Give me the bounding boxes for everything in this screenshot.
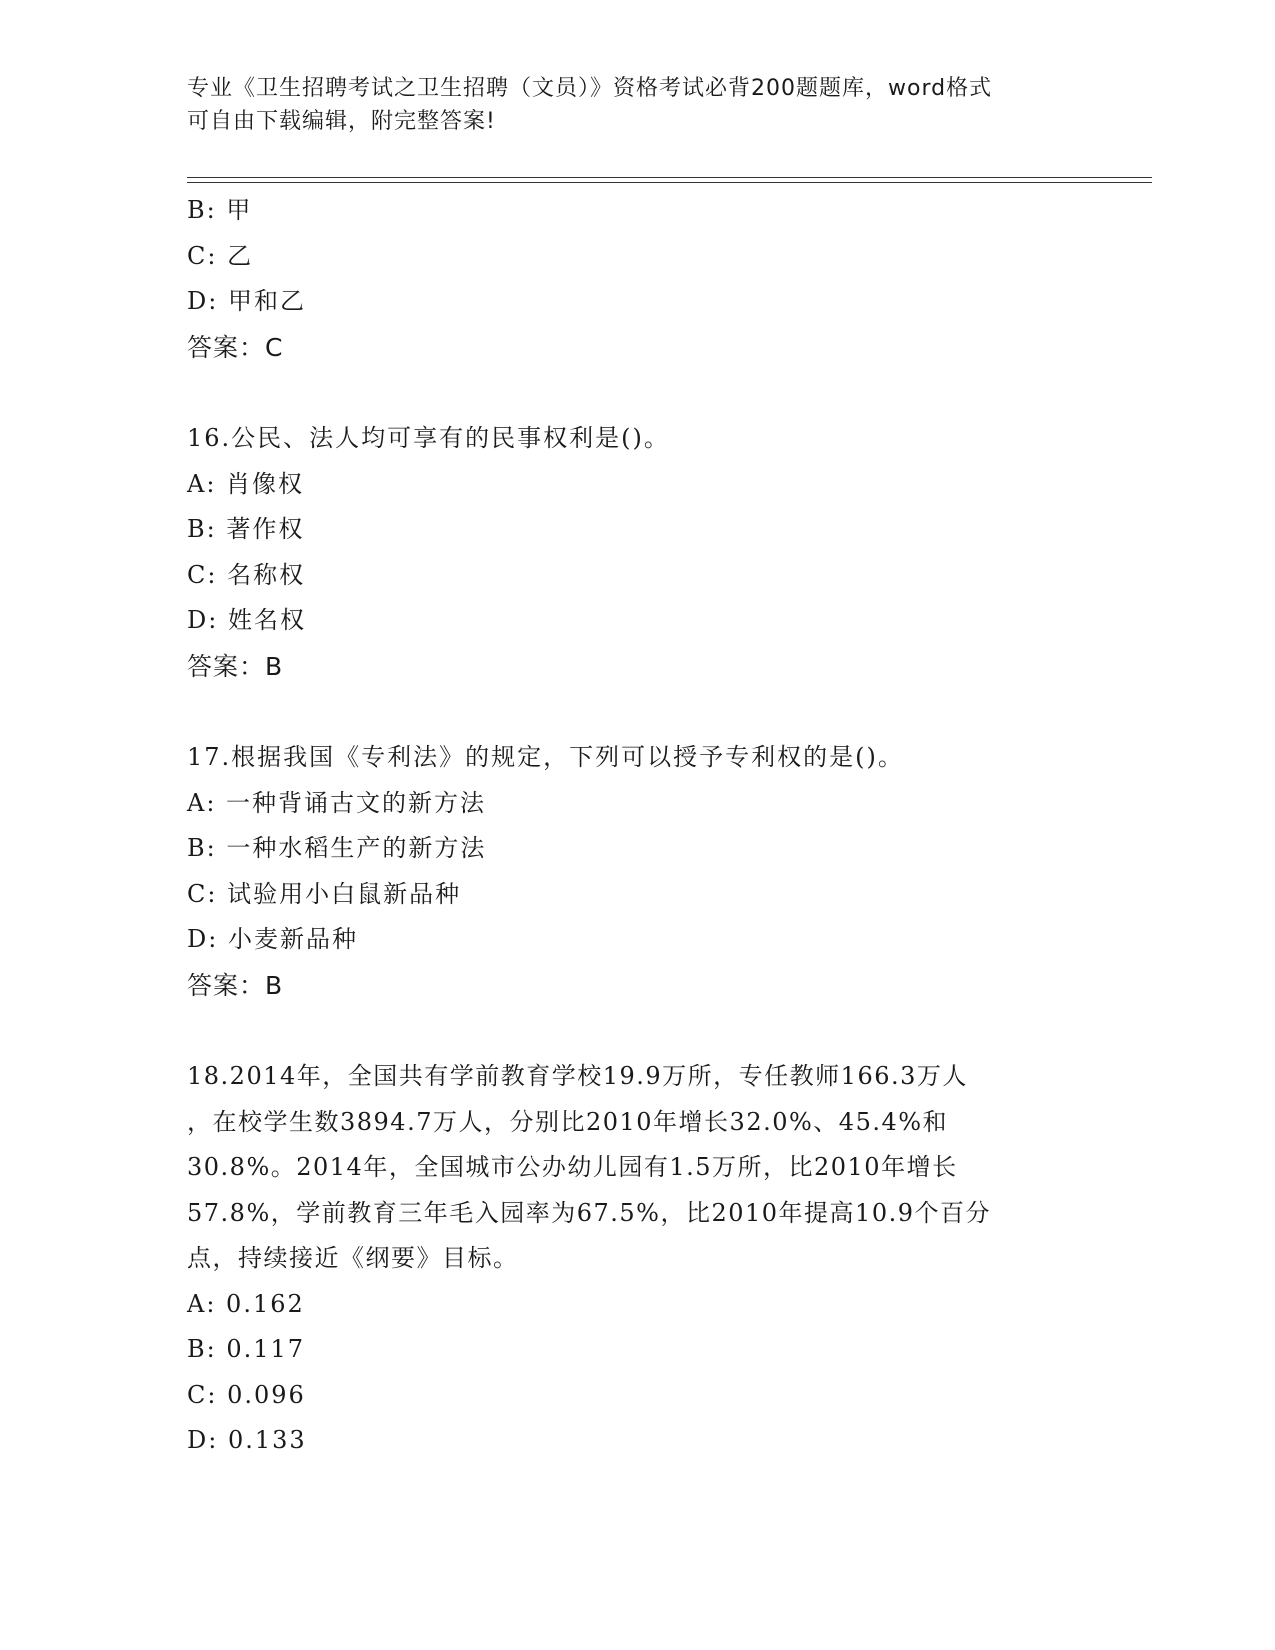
option-c: C: 名称权 bbox=[187, 560, 306, 589]
option-b: B: 甲 bbox=[187, 196, 253, 224]
page-header bbox=[187, 72, 1067, 138]
option-d: D: 小麦新品种 bbox=[187, 925, 358, 953]
question-16 bbox=[187, 416, 1067, 689]
stem-line: 点，持续接近《纲要》目标。 bbox=[187, 1244, 519, 1272]
question-15 bbox=[187, 188, 1067, 370]
option-c: C: 试验用小白鼠新品种 bbox=[187, 879, 462, 908]
option-a: A: 0.162 bbox=[187, 1289, 305, 1318]
option-d: D: 0.133 bbox=[187, 1426, 307, 1454]
header-divider bbox=[187, 177, 1152, 183]
option-a: A: 一种背诵古文的新方法 bbox=[187, 788, 487, 817]
option-d: D: 甲和乙 bbox=[187, 287, 306, 315]
question-stem: 16.公民、法人均可享有的民事权利是()。 bbox=[187, 424, 670, 452]
option-a: A: 肖像权 bbox=[187, 469, 305, 498]
option-b: B: 一种水稻生产的新方法 bbox=[187, 834, 487, 862]
option-b: B: 0.117 bbox=[187, 1335, 306, 1363]
stem-line: ，在校学生数3894.7万人，分别比2010年增长32.0%、45.4%和 bbox=[187, 1107, 949, 1136]
header-line-2: 可自由下载编辑，附完整答案! bbox=[187, 109, 496, 134]
stem-line: 18.2014年，全国共有学前教育学校19.9万所，专任教师166.3万人 bbox=[187, 1062, 968, 1090]
header-line-1: 专业《卫生招聘考试之卫生招聘（文员）》资格考试必背200题题库，word格式 bbox=[187, 76, 993, 101]
question-stem: 17.根据我国《专利法》的规定，下列可以授予专利权的是()。 bbox=[187, 743, 904, 771]
option-d: D: 姓名权 bbox=[187, 606, 306, 634]
question-17 bbox=[187, 735, 1067, 1008]
stem-line: 57.8%，学前教育三年毛入园率为67.5%，比2010年提高10.9个百分 bbox=[187, 1198, 991, 1227]
answer: 答案：C bbox=[187, 332, 284, 362]
stem-line: 30.8%。2014年，全国城市公办幼儿园有1.5万所，比2010年增长 bbox=[187, 1153, 958, 1181]
option-c: C: 乙 bbox=[187, 241, 254, 270]
option-c: C: 0.096 bbox=[187, 1380, 306, 1409]
question-18 bbox=[187, 1054, 1067, 1464]
question-list bbox=[187, 188, 1067, 1464]
answer: 答案：B bbox=[187, 651, 284, 681]
answer: 答案：B bbox=[187, 970, 284, 1000]
question-stem bbox=[187, 1054, 1067, 1282]
option-b: B: 著作权 bbox=[187, 515, 305, 543]
